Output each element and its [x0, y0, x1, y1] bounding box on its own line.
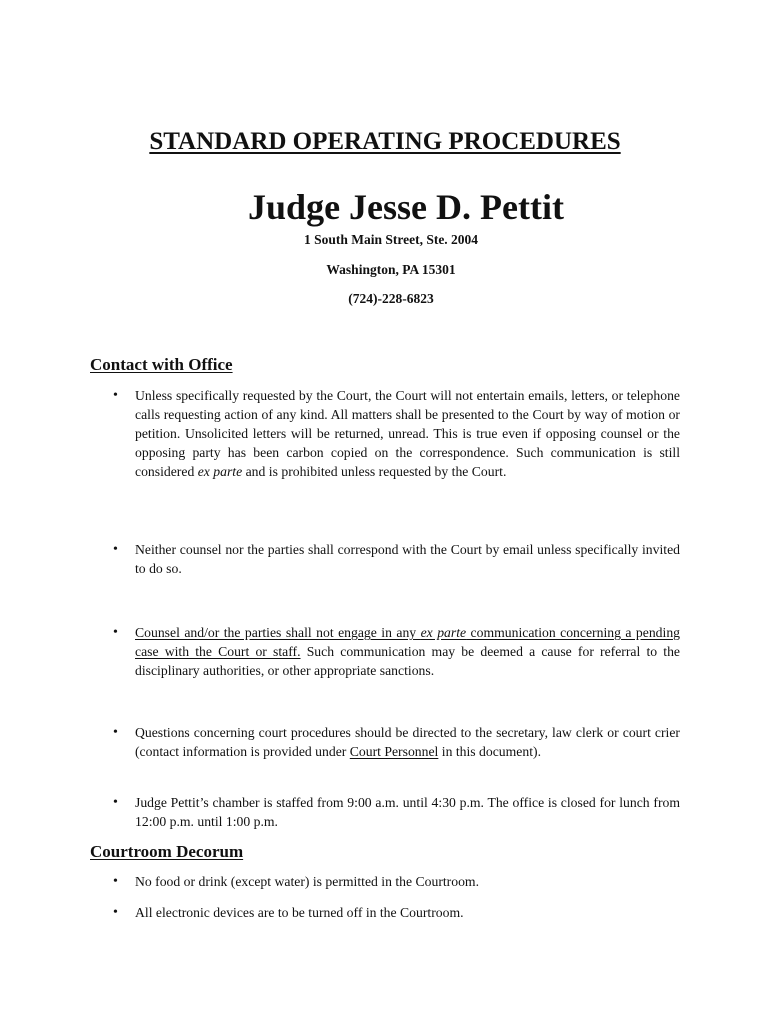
contact-item-1-italic: ex parte [197, 464, 243, 479]
contact-item-1-text: Unless specifically requested by the Court, the Court will not entertain emails, letters, or telephone calls requesting action of any kind. All matters shall be presented to the Court by way of motion or petition. Unsolicited letters will be returned, unread. This is true even if opposing counsel or the opposing party has been carbon copied on the correspondence. Such communication is still considered [135, 388, 680, 479]
contact-item-3-text: Such communication may be deemed a cause for referral to the disciplinary authorities, or other appropriate sanctions. [135, 644, 681, 678]
decorum-item-2: All electronic devices are to be turned off in the Courtroom. [135, 905, 464, 920]
contact-item-3-underlined-end: communication concerning a pending case with the Court or staff. [135, 625, 681, 659]
contact-item-3 [135, 623, 680, 680]
court-personnel-link[interactable]: Court Personnel [349, 744, 439, 759]
section-heading-decorum: Courtroom Decorum [90, 842, 244, 861]
bullet-icon: • [113, 874, 118, 889]
contact-item-4-text-end: in this document). [438, 744, 542, 759]
contact-item-3-underlined-italic: ex parte [420, 625, 467, 640]
contact-item-3-underlined: Counsel and/or the parties shall not engage in any [135, 625, 421, 640]
document-title: STANDARD OPERATING PROCEDURES [149, 128, 621, 155]
phone-number: (724)-228-6823 [348, 291, 434, 306]
contact-item-5: Judge Pettit’s chamber is staffed from 9:00 a.m. until 4:30 p.m. The office is closed for lunch from 12:00 p.m. until 1:00 p.m. [135, 795, 680, 829]
decorum-item-1: No food or drink (except water) is permitted in the Courtroom. [135, 874, 479, 889]
bullet-icon: • [113, 625, 118, 640]
bullet-icon: • [113, 905, 118, 920]
section-heading-contact: Contact with Office [90, 355, 233, 374]
bullet-icon: • [113, 725, 118, 740]
bullet-icon: • [113, 388, 118, 403]
contact-item-4-text: Questions concerning court procedures should be directed to the secretary, law clerk or court crier (contact information is provided under [135, 725, 680, 759]
address-city: Washington, PA 15301 [326, 262, 456, 277]
address-street: 1 South Main Street, Ste. 2004 [303, 232, 479, 247]
contact-item-2: Neither counsel nor the parties shall correspond with the Court by email unless specifically invited to do so. [135, 542, 680, 576]
bullet-icon: • [113, 795, 118, 810]
judge-name: Judge Jesse D. Pettit [248, 187, 564, 227]
bullet-icon: • [113, 542, 118, 557]
contact-item-1-text-end: and is prohibited unless requested by the Court. [242, 464, 507, 479]
contact-item-1 [135, 386, 680, 481]
contact-item-4 [135, 723, 680, 761]
